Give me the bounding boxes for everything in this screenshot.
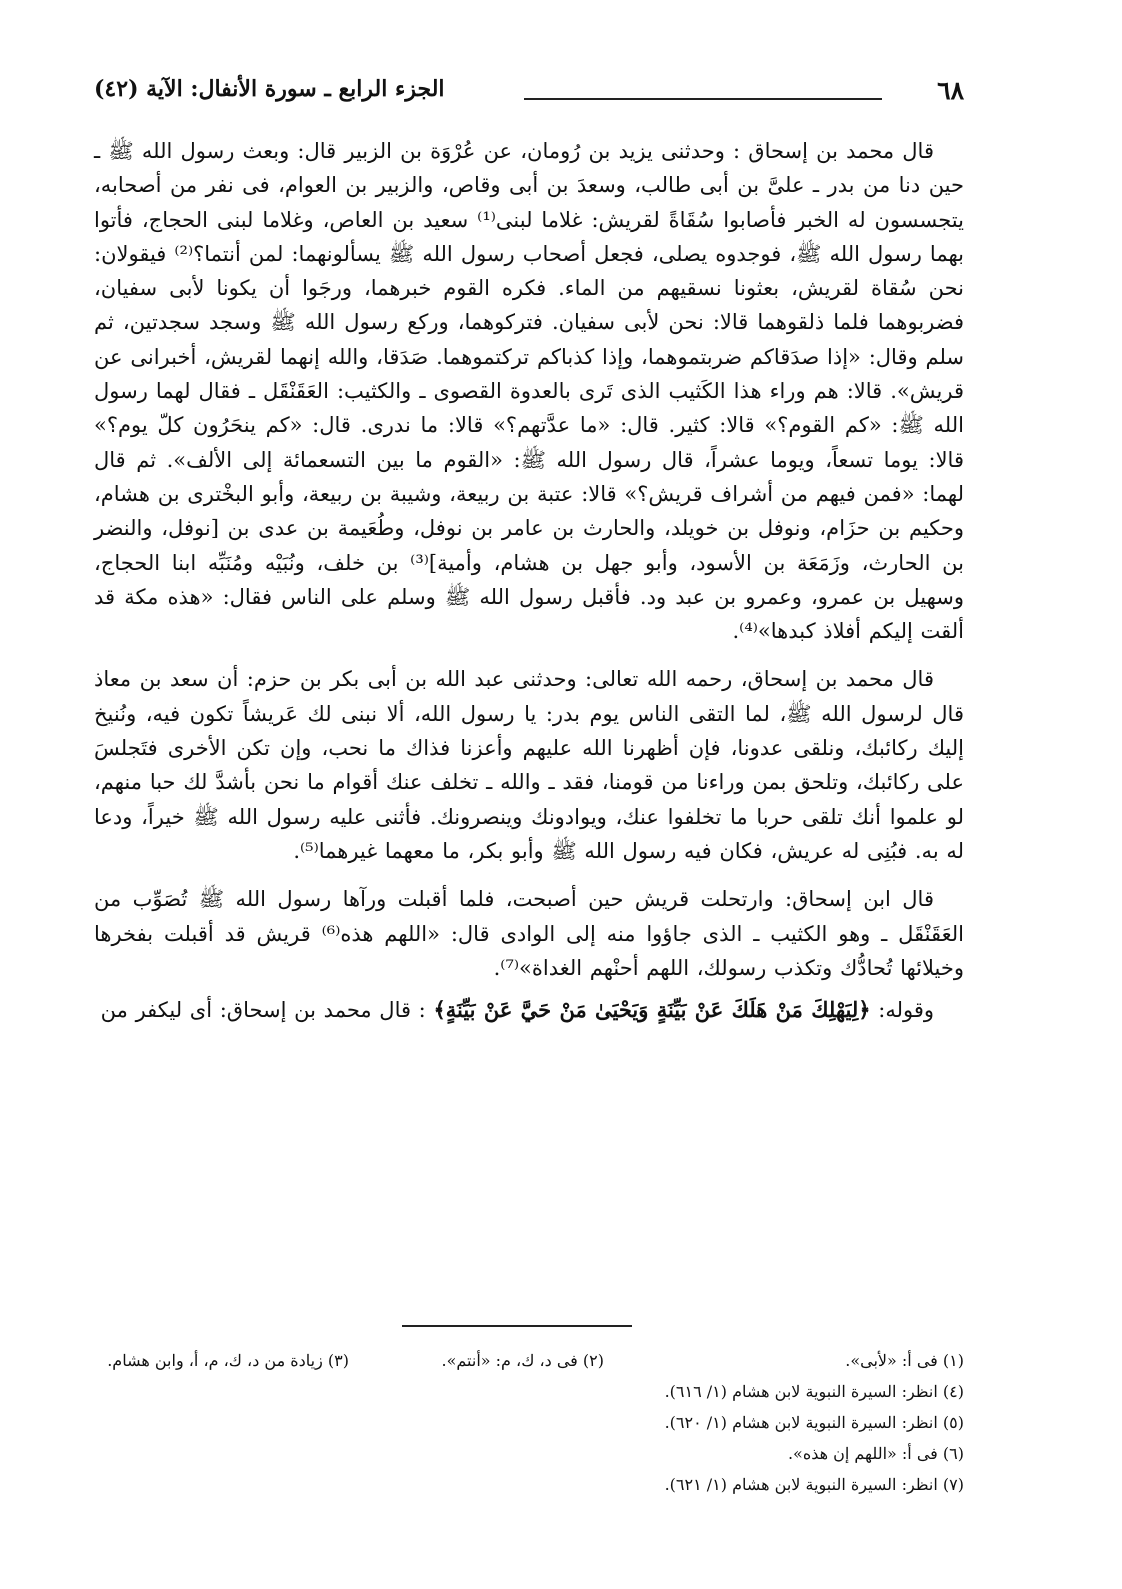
footnotes: [94, 1345, 964, 1500]
running-header: [94, 76, 964, 116]
footnote: (٥) انظر: السيرة النبوية لابن هشام (١/ ٦٢٠).: [664, 1413, 964, 1432]
footnote-separator: [402, 1325, 632, 1327]
footnote-row: [94, 1469, 964, 1500]
main-text: [94, 134, 964, 1027]
verse-intro: وقوله:: [870, 998, 934, 1023]
footnote-row: [94, 1345, 964, 1376]
page-number: ٦٨: [937, 76, 964, 105]
footnote-row: [94, 1376, 964, 1407]
footnote: (٢) فى د، ك، م: «أنتم».: [441, 1351, 604, 1370]
verse-continuation: : قال محمد بن إسحاق: أى ليكفر من: [100, 998, 434, 1023]
paragraph-with-verse: [94, 993, 964, 1027]
footnote: (٧) انظر: السيرة النبوية لابن هشام (١/ ٦٢١).: [664, 1475, 964, 1494]
header-rule: [524, 98, 882, 100]
header-title: الجزء الرابع ـ سورة الأنفال: الآية (٤٢): [94, 76, 445, 102]
footnote: (٦) فى أ: «اللهم إن هذه».: [787, 1444, 964, 1463]
footnote-row: [94, 1438, 964, 1469]
footnote: (٤) انظر: السيرة النبوية لابن هشام (١/ ٦١٦).: [664, 1382, 964, 1401]
paragraph: قال محمد بن إسحاق : وحدثنى يزيد بن رُومان، عن عُرْوَة بن الزبير قال: وبعث رسول الله ﷺ ـ حين دنا من بدر ـ علىَّ بن أبى طالب، وسعدَ بن أبى وقاص، والزبير بن العوام، فى نفر من أصحابه، يتجسسون له الخبر فأصابوا سُقَاةً لقريش: غلاما لبنى⁽¹⁾ سعيد بن العاص، وغلاما لبنى الحجاج، فأتوا بهما رسول الله ﷺ، فوجدوه يصلى، فجعل أصحاب رسول الله ﷺ يسألونهما: لمن أنتما؟⁽²⁾ فيقولان: نحن سُقاة لقريش، بعثونا نسقيهم من الماء. فكره القوم خبرهما، ورجَوا أن يكونا لأبى سفيان، فضربوهما فلما ذلقوهما قالا: نحن لأبى سفيان. فتركوهما، وركع رسول الله ﷺ وسجد سجدتين، ثم سلم وقال: «إذا صدَقاكم ضربتموهما، وإذا كذباكم تركتموهما. صَدَقا، والله إنهما لقريش، أخبرانى عن قريش». قالا: هم وراء هذا الكَثيب الذى تَرى بالعدوة القصوى ـ والكثيب: العَقَنْقَل ـ فقال لهما رسول الله ﷺ: «كم القوم؟» قالا: كثير. قال: «ما عدَّتهم؟» قالا: ما ندرى. قال: «كم ينحَرُون كلّ يوم؟» قالا: يوما تسعاً، ويوما عشراً، قال رسول الله ﷺ: «القوم ما بين التسعمائة إلى الألف». ثم قال لهما: «فمن فيهم من أشراف قريش؟» قالا: عتبة بن ربيعة، وشيبة بن ربيعة، وأبو البخْترى بن هشام، وحكيم بن حزَام، ونوفل بن خويلد، والحارث بن عامر بن نوفل، وطُعَيمة بن عدى بن [نوفل، والنضر بن الحارث، وزَمَعَة بن الأسود، وأبو جهل بن هشام، وأمية]⁽³⁾ بن خلف، ونُبَيْه ومُنَبِّه ابنا الحجاج، وسهيل بن عمرو، وعمرو بن عبد ود. فأقبل رسول الله ﷺ وسلم على الناس فقال: «هذه مكة قد ألقت إليكم أفلاذ كبدها»⁽⁴⁾.: [94, 139, 964, 644]
footnote-row: [94, 1407, 964, 1438]
footnote: (١) فى أ: «لأبى».: [845, 1351, 964, 1370]
paragraph: قال محمد بن إسحاق، رحمه الله تعالى: وحدثنى عبد الله بن أبى بكر بن حزم: أن سعد بن معاذ قال لرسول الله ﷺ، لما التقى الناس يوم بدر: يا رسول الله، ألا نبنى لك عَريشاً تكون فيه، ونُنيخ إليك ركائبك، ونلقى عدونا، فإن أظهرنا الله عليهم وأعزنا فذاك ما نحب، وإن تكن الأخرى فتَجلسَ على ركائبك، وتلحق بمن وراءنا من قومنا، فقد ـ والله ـ تخلف عنك أقوام ما نحن بأشدَّ لك حبا منهم، لو علموا أنك تلقى حربا ما تخلفوا عنك، ويوادونك وينصرونك. فأثنى عليه رسول الله ﷺ خيراً، ودعا له به. فبُنِى له عريش، فكان فيه رسول الله ﷺ وأبو بكر، ما معهما غيرهما⁽⁵⁾.: [94, 667, 964, 863]
footnote: (٣) زيادة من د، ك، م، أ، وابن هشام.: [107, 1351, 349, 1370]
quran-verse: ﴿لِيَهْلِكَ مَنْ هَلَكَ عَنْ بَيِّنَةٍ وَيَحْيَىٰ مَنْ حَيَّ عَنْ بَيِّنَةٍ﴾: [433, 997, 871, 1023]
paragraph: قال ابن إسحاق: وارتحلت قريش حين أصبحت، فلما أقبلت ورآها رسول الله ﷺ تُصَوِّب من العَقَنْقَل ـ وهو الكثيب ـ الذى جاؤوا منه إلى الوادى قال: «اللهم هذه⁽⁶⁾ قريش قد أقبلت بفخرها وخيلائها تُحادُّك وتكذب رسولك، اللهم أحنْهم الغداة»⁽⁷⁾.: [94, 887, 965, 980]
